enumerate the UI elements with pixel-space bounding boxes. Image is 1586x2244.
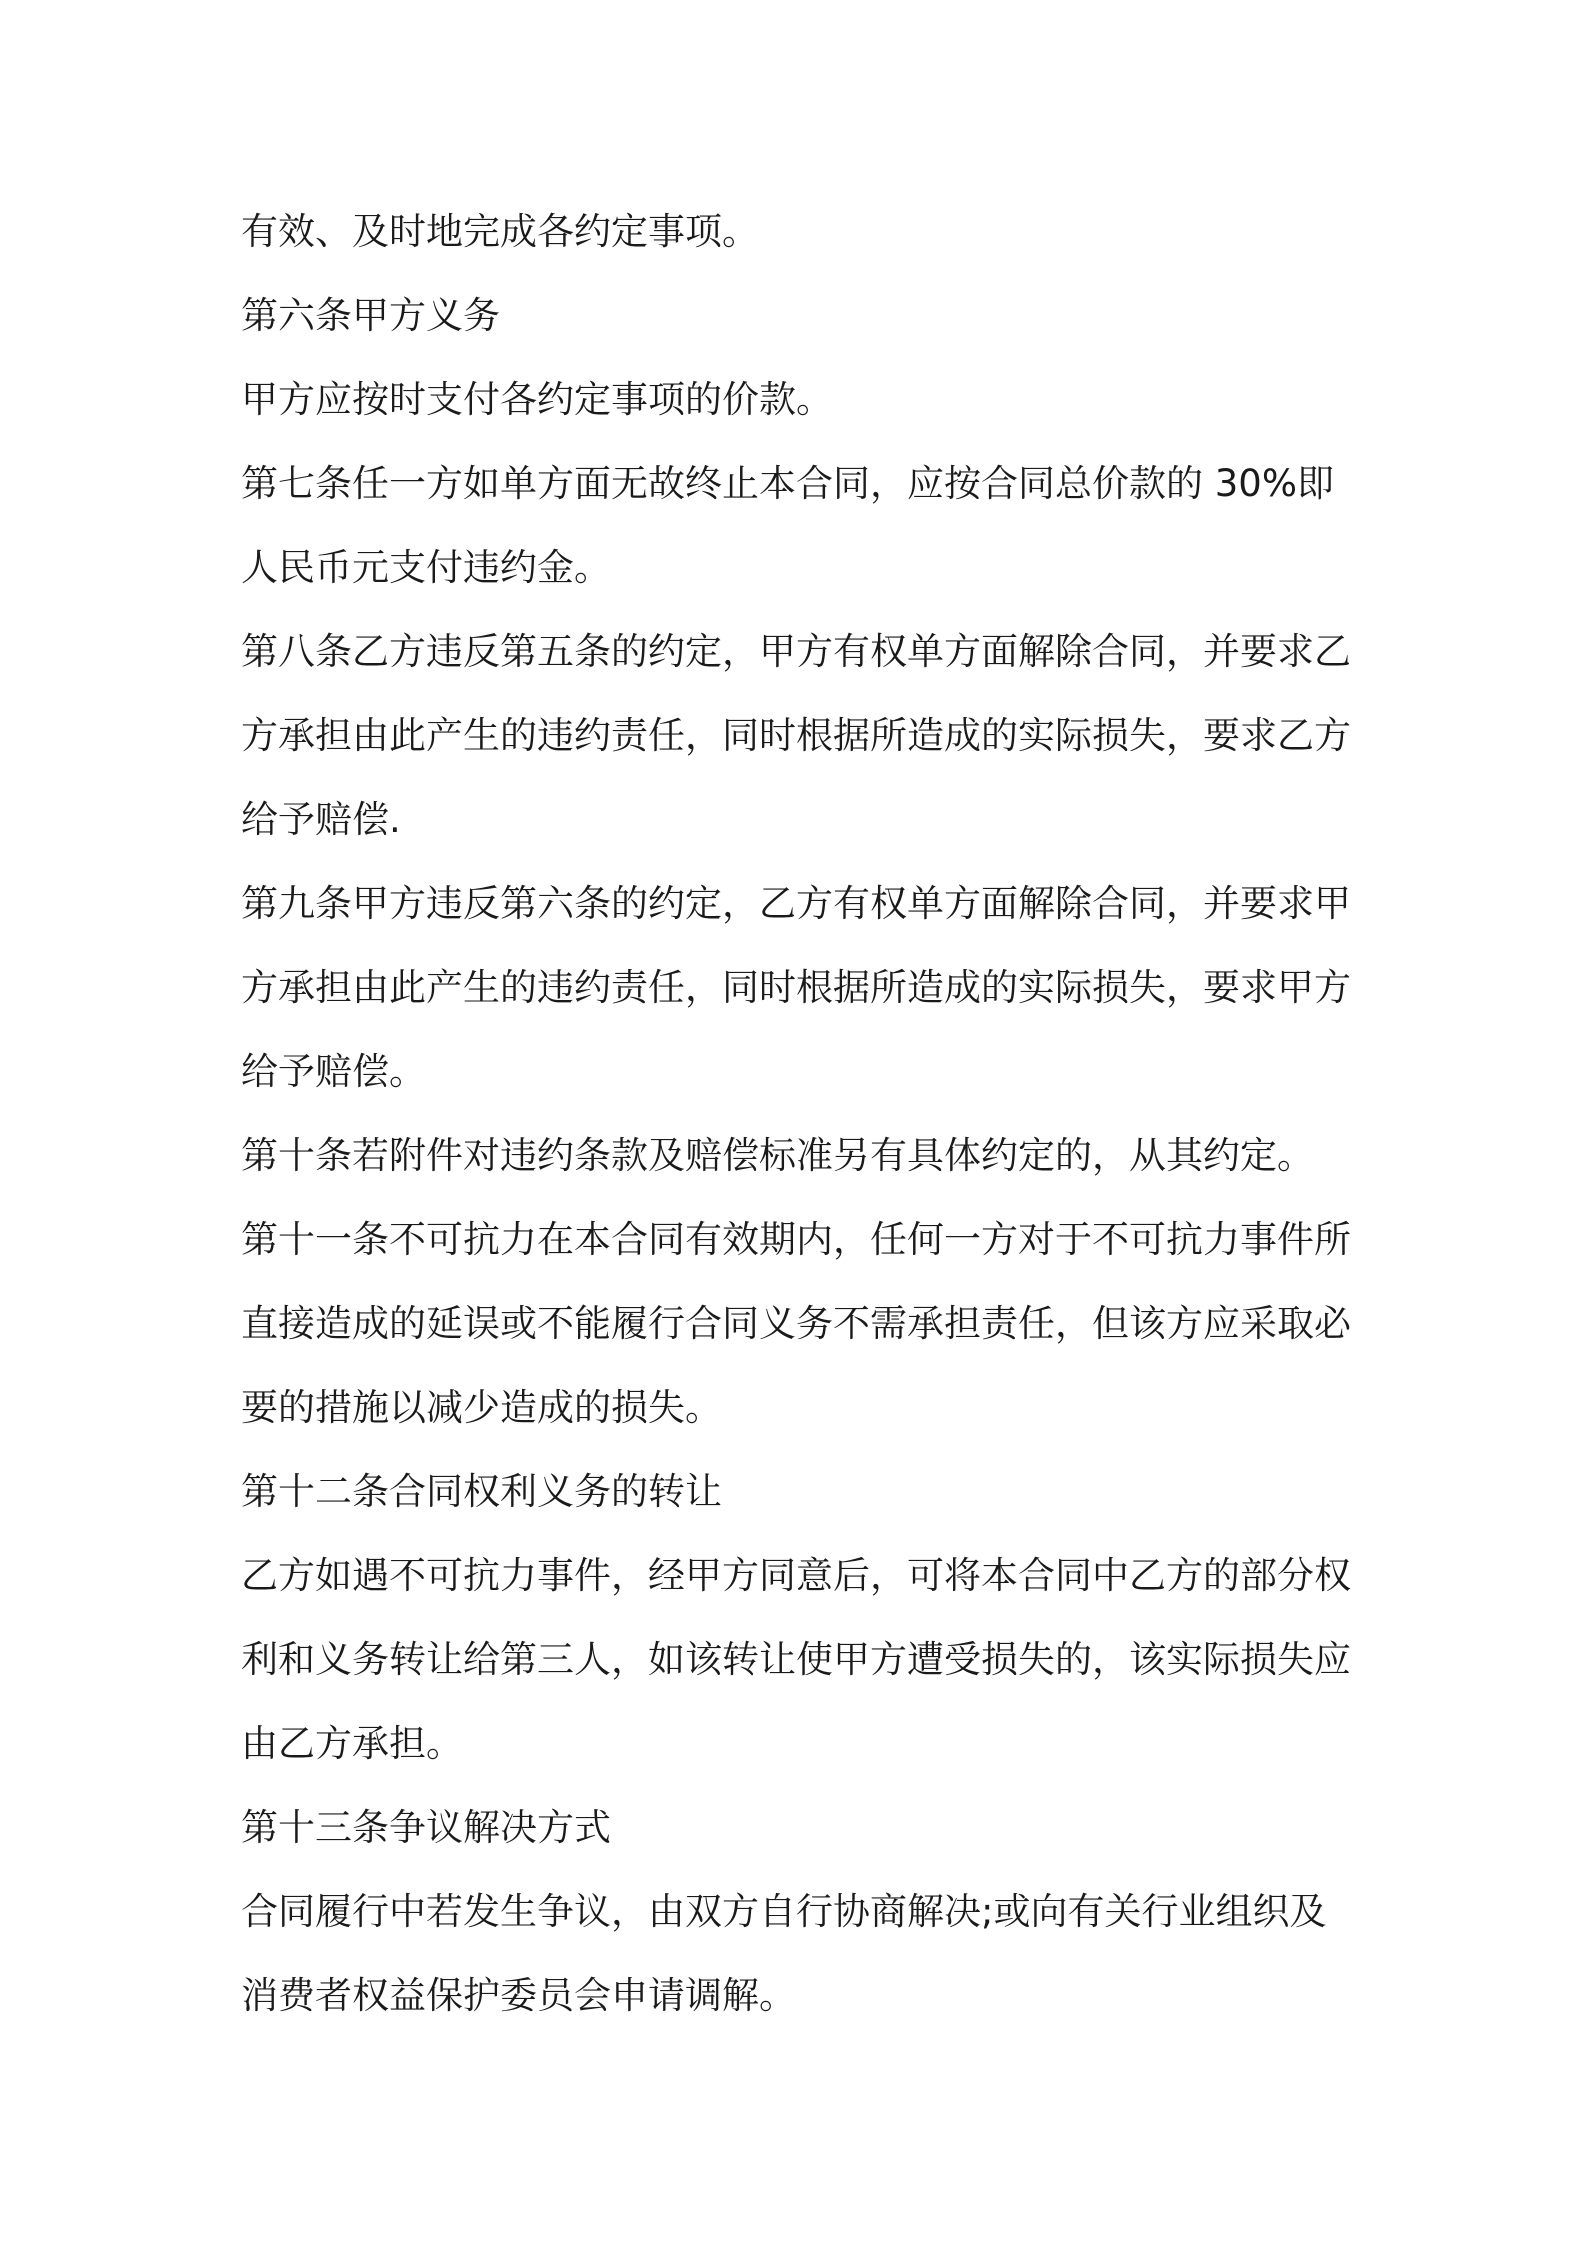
article-heading: 第十三条争议解决方式 (241, 1806, 611, 1849)
text-line: 直接造成的延误或不能履行合同义务不需承担责任，但该方应采取必 (241, 1302, 1351, 1345)
text-line: 由乙方承担。 (241, 1722, 463, 1765)
text-line: 方承担由此产生的违约责任，同时根据所造成的实际损失，要求乙方 (241, 714, 1351, 757)
text-line: 给予赔偿. (241, 798, 401, 841)
text-line: 乙方如遇不可抗力事件，经甲方同意后，可将本合同中乙方的部分权 (241, 1554, 1351, 1597)
text-line: 第七条任一方如单方面无故终止本合同，应按合同总价款的 30%即 (241, 462, 1334, 505)
text-line: 有效、及时地完成各约定事项。 (241, 210, 759, 253)
article-heading: 第十二条合同权利义务的转让 (241, 1470, 722, 1513)
text-line: 要的措施以减少造成的损失。 (241, 1386, 722, 1429)
document-body (241, 190, 1361, 2038)
text-line: 第十条若附件对违约条款及赔偿标准另有具体约定的，从其约定。 (241, 1134, 1314, 1177)
text-line: 消费者权益保护委员会申请调解。 (241, 1974, 796, 2017)
text-line: 第八条乙方违反第五条的约定，甲方有权单方面解除合同，并要求乙 (241, 630, 1351, 673)
article-heading: 第六条甲方义务 (241, 294, 500, 337)
text-line: 给予赔偿。 (241, 1050, 426, 1093)
text-line: 第九条甲方违反第六条的约定，乙方有权单方面解除合同，并要求甲 (241, 882, 1351, 925)
text-line: 方承担由此产生的违约责任，同时根据所造成的实际损失，要求甲方 (241, 966, 1351, 1009)
text-line: 合同履行中若发生争议，由双方自行协商解决;或向有关行业组织及 (241, 1890, 1327, 1933)
text-line: 第十一条不可抗力在本合同有效期内，任何一方对于不可抗力事件所 (241, 1218, 1351, 1261)
text-line: 利和义务转让给第三人，如该转让使甲方遭受损失的，该实际损失应 (241, 1638, 1351, 1681)
text-line: 甲方应按时支付各约定事项的价款。 (241, 378, 833, 421)
text-line: 人民币元支付违约金。 (241, 546, 611, 589)
